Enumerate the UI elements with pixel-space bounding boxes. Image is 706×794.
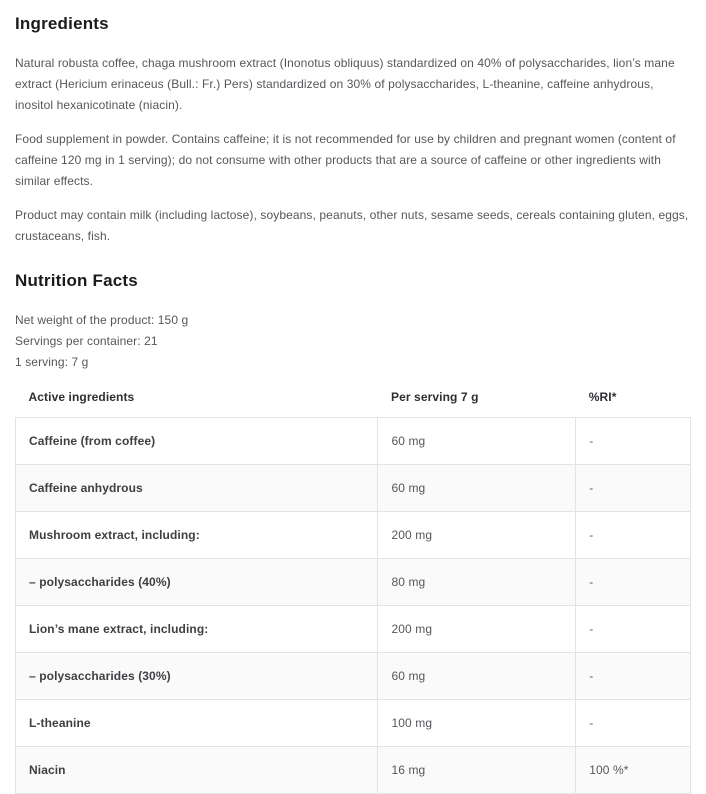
ingredient-name-cell: L-theanine — [16, 700, 378, 747]
nutrition-table-body — [16, 418, 691, 794]
ri-value-cell: - — [576, 606, 691, 653]
ingredient-name-cell: Caffeine (from coffee) — [16, 418, 378, 465]
table-row — [16, 418, 691, 465]
table-row — [16, 747, 691, 794]
nutrition-table — [15, 390, 691, 794]
allergen-paragraph: Product may contain milk (including lactose), soybeans, peanuts, other nuts, sesame seeds, cereals containing gluten, eggs, crustaceans, fish. — [15, 208, 689, 243]
serving-info-block — [15, 310, 691, 373]
ri-value-cell: - — [576, 559, 691, 606]
table-row — [16, 653, 691, 700]
per-serving-value-cell: 200 mg — [378, 512, 576, 559]
per-serving-value-cell: 60 mg — [378, 653, 576, 700]
ri-value-cell: - — [576, 700, 691, 747]
table-row — [16, 512, 691, 559]
per-serving-value-cell: 200 mg — [378, 606, 576, 653]
table-row — [16, 465, 691, 512]
table-row — [16, 700, 691, 747]
ingredient-name-cell: Lion’s mane extract, including: — [16, 606, 378, 653]
ingredients-heading: Ingredients — [15, 14, 109, 33]
ingredient-name-cell: – polysaccharides (40%) — [16, 559, 378, 606]
per-serving-value-cell: 100 mg — [378, 700, 576, 747]
ingredient-name-cell: Mushroom extract, including: — [16, 512, 378, 559]
ingredient-name-cell: Niacin — [16, 747, 378, 794]
per-serving-header: Per serving 7 g — [378, 390, 576, 418]
per-serving-value-cell: 60 mg — [378, 418, 576, 465]
per-serving-value-cell: 16 mg — [378, 747, 576, 794]
table-row — [16, 559, 691, 606]
table-row — [16, 606, 691, 653]
ri-header: %RI* — [576, 390, 691, 418]
net-weight-line: Net weight of the product: 150 g — [15, 313, 189, 327]
ri-value-cell: - — [576, 465, 691, 512]
servings-per-container-line: Servings per container: 21 — [15, 334, 158, 348]
ingredients-composition-paragraph: Natural robusta coffee, chaga mushroom extract (Inonotus obliquus) standardized on 40% of polysaccharides, lion’s mane extract (Hericium erinaceus (Bull.: Fr.) Pers) standardized on 30% of polysaccharides, L-theanine, caffeine anhydrous, inositol hexanicotinate (niacin). — [15, 56, 675, 112]
nutrition-facts-heading: Nutrition Facts — [15, 271, 138, 290]
ingredient-name-cell: – polysaccharides (30%) — [16, 653, 378, 700]
per-serving-value-cell: 80 mg — [378, 559, 576, 606]
ri-value-cell: - — [576, 512, 691, 559]
ri-value-cell: - — [576, 418, 691, 465]
ri-value-cell: - — [576, 653, 691, 700]
per-serving-value-cell: 60 mg — [378, 465, 576, 512]
ri-value-cell: 100 %* — [576, 747, 691, 794]
caffeine-warning-paragraph: Food supplement in powder. Contains caffeine; it is not recommended for use by children and pregnant women (content of caffeine 120 mg in 1 serving); do not consume with other products that are a source of caffeine or other ingredients with similar effects. — [15, 132, 676, 188]
active-ingredients-header: Active ingredients — [16, 390, 378, 418]
ingredient-name-cell: Caffeine anhydrous — [16, 465, 378, 512]
nutrition-table-header-row — [16, 390, 691, 418]
serving-size-line: 1 serving: 7 g — [15, 355, 89, 369]
